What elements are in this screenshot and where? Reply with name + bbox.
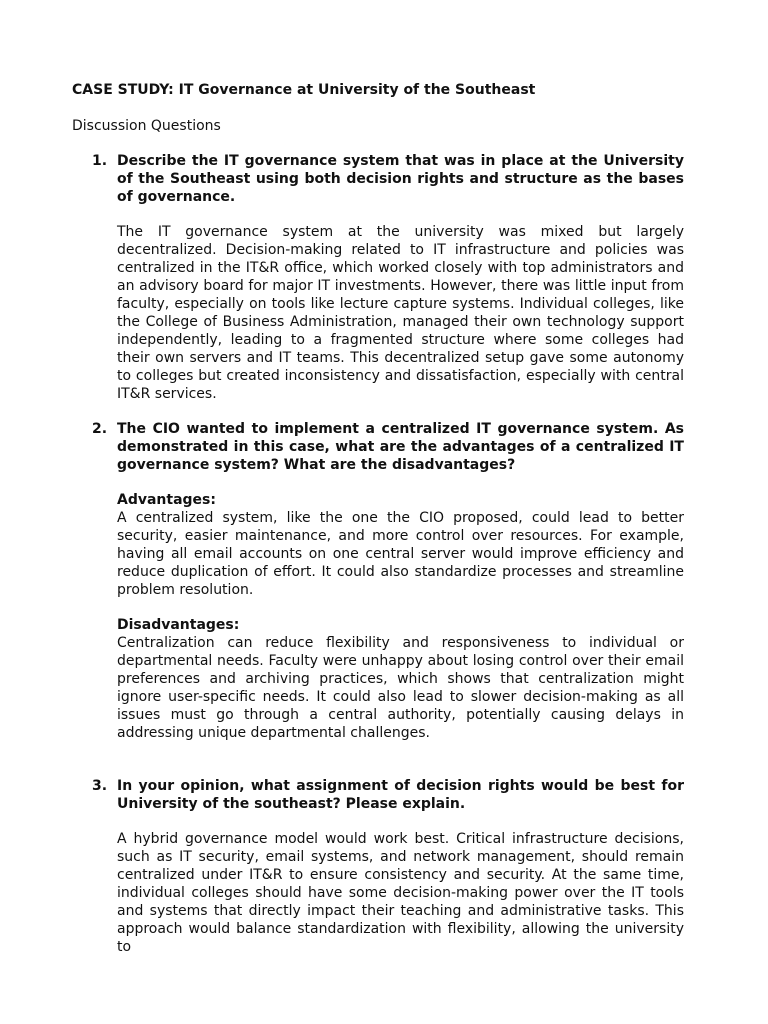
question-1 [72,152,684,403]
answer-text: A hybrid governance model would work best. Critical infrastructure decisions, such as IT security, email systems, and network management, should remain centralized under IT&R to ensure consistency and security. At the same time, individual colleges should have some decision-making power over the IT tools and systems that directly impact their teaching and administrative tasks. This approach would balance standardization with flexibility, allowing the university to [117,831,684,955]
document-title: CASE STUDY: IT Governance at University of the Southeast [72,82,536,98]
question-number: 3. [92,778,108,794]
disadvantages-text: Centralization can reduce flexibility and responsiveness to individual or departmental needs. Faculty were unhappy about losing control over their email preferences and archiving practices, which shows that centralization might ignore user-specific needs. It could also lead to slower decision-making as all issues must go through a central authority, potentially causing delays in addressing unique departmental challenges. [117,635,684,741]
answer-text: The IT governance system at the university was mixed but largely decentralized. Decision-making related to IT infrastructure and policies was centralized in the IT&R office, which worked closely with top administrators and an advisory board for major IT investments. However, there was little input from faculty, especially on tools like lecture capture systems. Individual colleges, like the College of Business Administration, managed their own technology support independently, leading to a fragmented structure where some colleges had their own servers and IT teams. This decentralized setup gave some autonomy to colleges but created inconsistency and dissatisfaction, especially with central IT&R services. [117,224,684,402]
disadvantages-heading: Disadvantages: [117,617,240,633]
question-text: The CIO wanted to implement a centralized IT governance system. As demonstrated in this case, what are the advantages of a centralized IT governance system? What are the disadvantages? [117,421,684,473]
advantages-heading: Advantages: [117,492,216,508]
question-list [72,152,684,956]
question-number: 2. [92,421,108,437]
advantages-text: A centralized system, like the one the CIO proposed, could lead to better security, easier maintenance, and more control over resources. For example, having all email accounts on one central server would improve efficiency and reduce duplication of effort. It could also standardize processes and streamline problem resolution. [117,510,684,598]
question-3 [72,777,684,956]
question-text: In your opinion, what assignment of decision rights would be best for University of the southeast? Please explain. [117,778,684,812]
question-number: 1. [92,153,108,169]
question-2 [72,420,684,742]
question-text: Describe the IT governance system that was in place at the University of the Southeast using both decision rights and structure as the bases of governance. [117,153,684,205]
document-subtitle: Discussion Questions [72,118,221,134]
